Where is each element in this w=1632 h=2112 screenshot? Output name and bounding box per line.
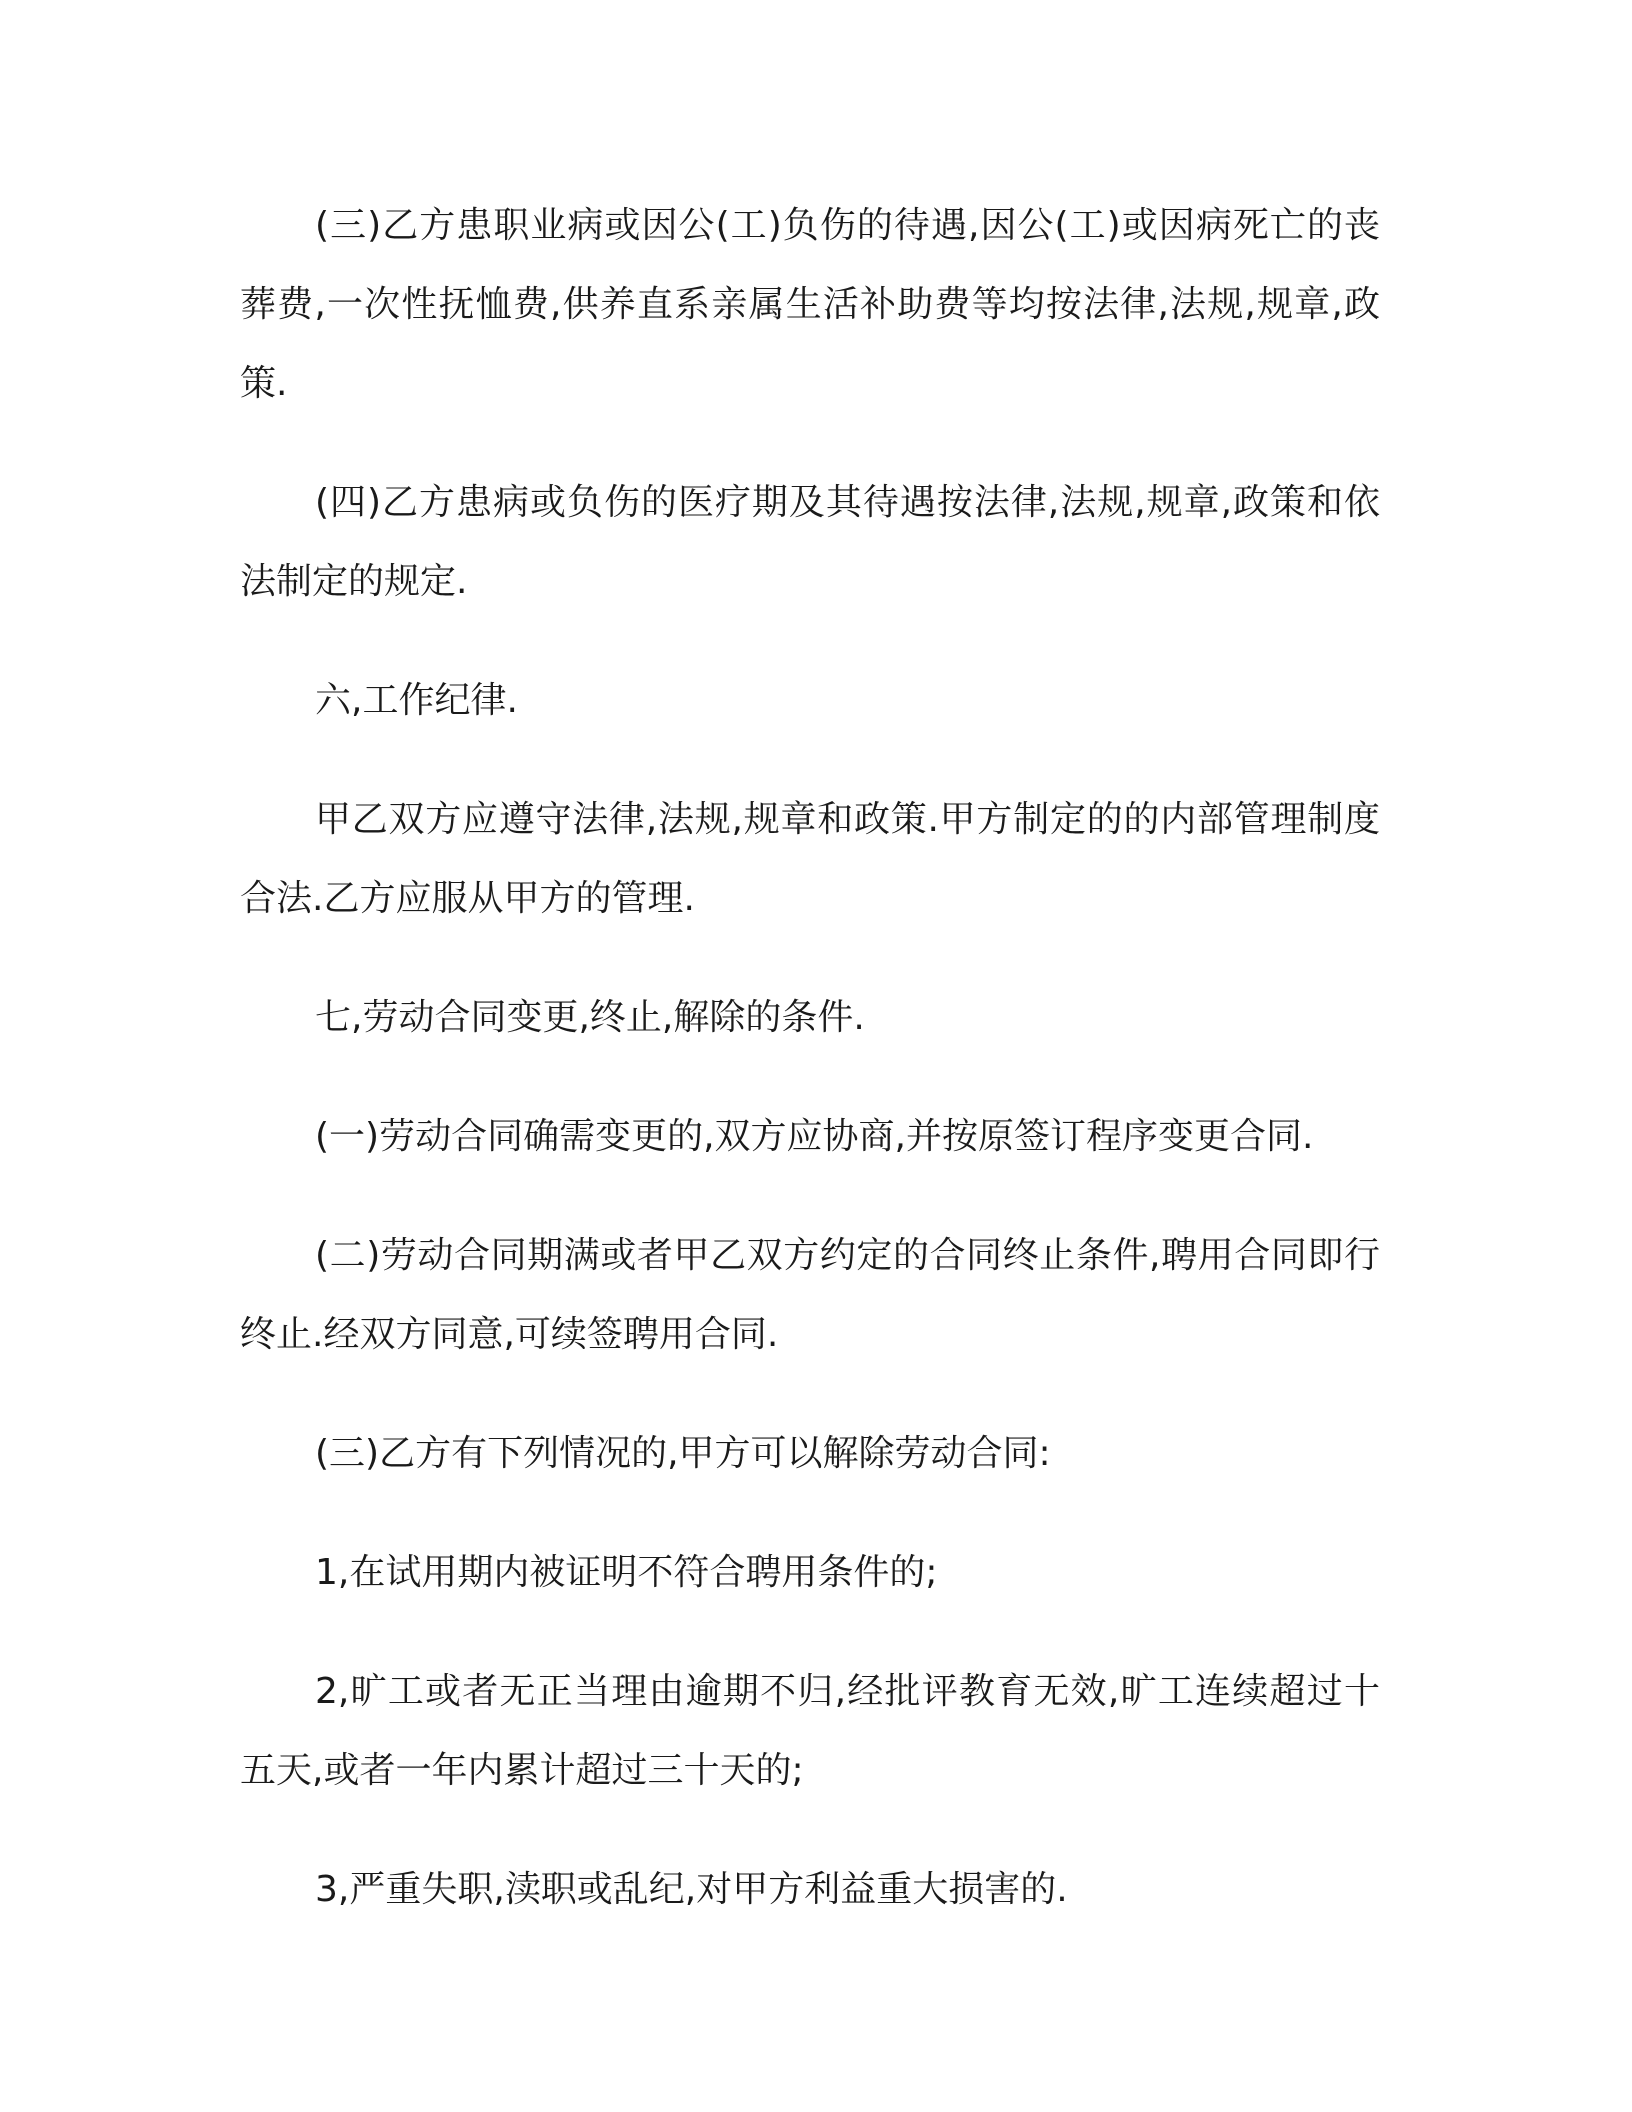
condition-item-2: 2,旷工或者无正当理由逾期不归,经批评教育无效,旷工连续超过十五天,或者一年内累计超过三十天的; bbox=[240, 1671, 1380, 1791]
clause-3-dismissal-conditions: (三)乙方有下列情况的,甲方可以解除劳动合同: bbox=[315, 1433, 1051, 1474]
clause-2-contract-termination: (二)劳动合同期满或者甲乙双方约定的合同终止条件,聘用合同即行终止.经双方同意,可续签聘用合同. bbox=[240, 1235, 1380, 1355]
section-6-body: 甲乙双方应遵守法律,法规,规章和政策.甲方制定的的内部管理制度合法.乙方应服从甲方的管理. bbox=[240, 799, 1380, 919]
clause-3-injury-benefits: (三)乙方患职业病或因公(工)负伤的待遇,因公(工)或因病死亡的丧葬费,一次性抚恤费,供养直系亲属生活补助费等均按法律,法规,规章,政策. bbox=[240, 205, 1380, 404]
document-body bbox=[240, 186, 1380, 1969]
section-6-heading: 六,工作纪律. bbox=[315, 680, 518, 721]
condition-item-1: 1,在试用期内被证明不符合聘用条件的; bbox=[315, 1552, 938, 1593]
condition-item-3: 3,严重失职,渎职或乱纪,对甲方利益重大损害的. bbox=[315, 1869, 1068, 1910]
section-7-heading: 七,劳动合同变更,终止,解除的条件. bbox=[315, 997, 865, 1038]
clause-1-contract-change: (一)劳动合同确需变更的,双方应协商,并按原签订程序变更合同. bbox=[315, 1116, 1314, 1157]
clause-4-medical-period: (四)乙方患病或负伤的医疗期及其待遇按法律,法规,规章,政策和依法制定的规定. bbox=[240, 482, 1380, 602]
